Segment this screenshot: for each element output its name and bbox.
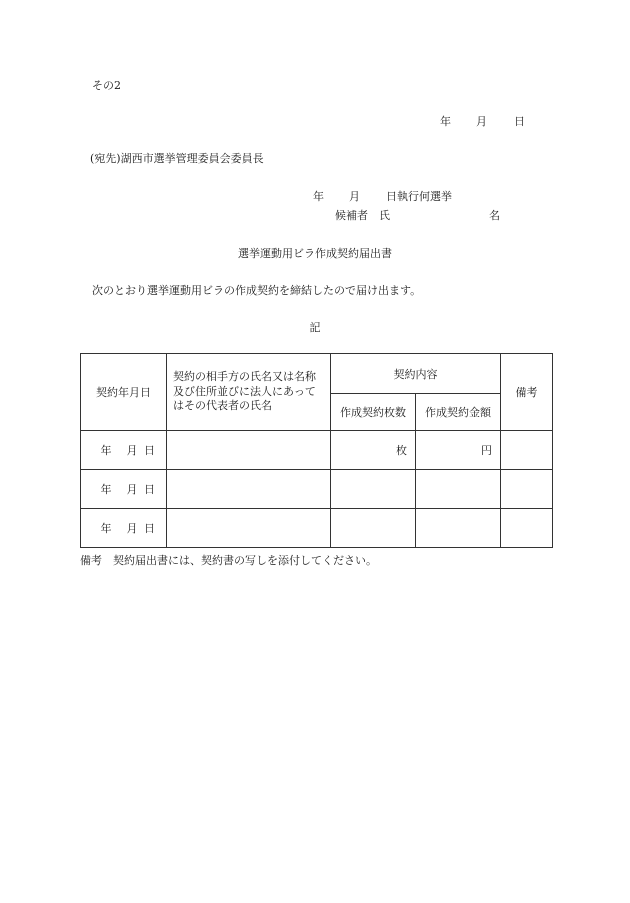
row-month-label: 月 [126,483,138,496]
table-row [81,470,553,509]
row-month-label: 月 [126,522,138,535]
contract-table [80,353,553,548]
ki-heading: 記 [309,321,321,334]
row-date-cell[interactable] [81,470,167,509]
row-quantity-cell[interactable] [331,470,416,509]
row-year-label: 年 [100,444,112,457]
election-month-label: 月 [349,190,360,203]
table-row [81,431,553,470]
header-contract-content: 契約内容 [331,354,501,394]
row-remarks-cell[interactable] [501,509,553,548]
row-amount-cell[interactable]: 円 [416,431,501,470]
election-year-label: 年 [313,190,324,203]
election-suffix: 日執行何選挙 [386,190,452,203]
candidate-name-suffix: 名 [489,209,500,222]
date-year-label: 年 [440,115,451,128]
row-month-label: 月 [126,444,138,457]
candidate-label: 候補者 氏 [335,209,390,222]
row-date-cell[interactable] [81,509,167,548]
row-day-label: 日 [144,444,155,457]
header-counterparty: 契約の相手方の氏名又は名称及び住所並びに法人にあってはその代表者の氏名 [167,354,331,431]
row-counterparty-cell[interactable] [167,509,331,548]
table-row [81,509,553,548]
addressee: (宛先)湖西市選挙管理委員会委員長 [90,152,264,165]
document-number: その2 [92,79,121,92]
header-quantity: 作成契約枚数 [331,394,416,431]
candidate-line [335,210,500,221]
election-line [313,191,452,202]
remarks-note: 備考 契約届出書には、契約書の写しを添付してください。 [80,554,377,567]
document-title: 選挙運動用ビラ作成契約届出書 [238,247,392,260]
row-amount-cell[interactable] [416,509,501,548]
submission-date [440,116,525,127]
date-day-label: 日 [514,115,525,128]
header-remarks: 備考 [501,354,553,431]
row-remarks-cell[interactable] [501,431,553,470]
row-quantity-cell[interactable] [331,509,416,548]
body-text: 次のとおり選挙運動用ビラの作成契約を締結したので届け出ます。 [92,284,422,297]
row-counterparty-cell[interactable] [167,470,331,509]
row-year-label: 年 [100,522,112,535]
row-amount-cell[interactable] [416,470,501,509]
row-date-cell[interactable] [81,431,167,470]
date-month-label: 月 [476,115,487,128]
row-quantity-cell[interactable]: 枚 [331,431,416,470]
header-amount: 作成契約金額 [416,394,501,431]
header-contract-date: 契約年月日 [81,354,167,431]
row-year-label: 年 [100,483,112,496]
row-day-label: 日 [144,522,155,535]
row-counterparty-cell[interactable] [167,431,331,470]
row-day-label: 日 [144,483,155,496]
row-remarks-cell[interactable] [501,470,553,509]
